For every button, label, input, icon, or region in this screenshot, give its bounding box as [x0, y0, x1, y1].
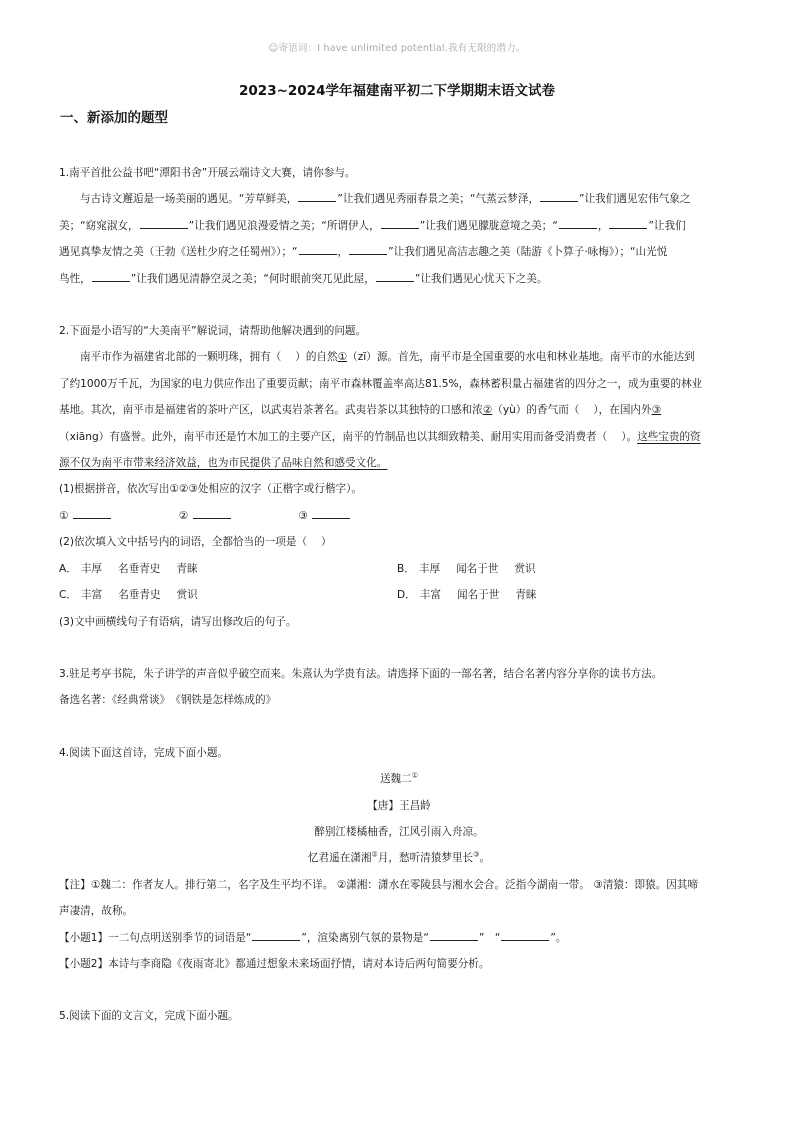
- poem-line-1: 醉别江楼橘柚香，江风引雨入舟凉。: [314, 825, 484, 838]
- question-1-passage-line: [59, 266, 739, 292]
- question-1-passage-line: [59, 213, 739, 239]
- pinyin-blanks: [59, 503, 739, 529]
- option-word: 丰富: [419, 589, 441, 602]
- option-word: 丰富: [81, 589, 103, 602]
- question-2-passage-line: [59, 424, 739, 450]
- sub-question-4-2: 【小题2】本诗与李商隐《夜雨寄北》都通过想象未来场面抒情，请对本诗后两句简要分析。: [59, 957, 490, 970]
- answer-blank[interactable]: [252, 928, 300, 941]
- answer-blank[interactable]: [430, 928, 478, 941]
- question-2-stem: 2.下面是小语写的“大美南平”解说词，请帮助他解决遇到的问题。: [59, 325, 367, 338]
- option-word: 名垂青史: [118, 562, 161, 575]
- answer-blank[interactable]: [559, 216, 597, 229]
- sub-question-4-1: [59, 925, 739, 951]
- pinyin-marker-2: ②: [482, 404, 493, 417]
- answer-blank[interactable]: [349, 242, 387, 255]
- answer-blank[interactable]: [381, 216, 419, 229]
- option-word: 名垂青史: [118, 589, 161, 602]
- option-d[interactable]: [397, 582, 737, 608]
- question-3: [59, 661, 739, 714]
- blank-label-2: ②: [178, 509, 189, 522]
- option-word: 闻名于世: [456, 589, 500, 602]
- answer-blank[interactable]: [609, 216, 647, 229]
- question-5-stem: 5.阅读下面的文言文，完成下面小题。: [59, 1010, 239, 1023]
- underlined-sentence: 源不仅为南平市带来经济效益，也为市民提供了品味自然和感受文化。: [59, 457, 388, 470]
- underlined-sentence: 这些宝贵的资: [637, 430, 701, 443]
- q1-text: ”让我们遇见心忧天下之美。: [414, 272, 548, 285]
- answer-blank[interactable]: [299, 242, 337, 255]
- poem-text: 月，愁听清猿梦里长: [377, 852, 474, 865]
- option-word: 赏识: [514, 562, 536, 575]
- q1-text: ”让我们遇见清静空灵之美；“何时眼前突兀见此屋，: [130, 272, 375, 285]
- footnote-marker: ②: [371, 850, 378, 859]
- sub-question-3: (3)文中画横线句子有语病，请写出修改后的句子。: [59, 615, 297, 628]
- answer-blank[interactable]: [298, 189, 336, 202]
- option-letter: B．: [397, 562, 415, 575]
- footnote-marker: ①: [411, 771, 419, 780]
- blank-label-3: ③: [298, 509, 308, 522]
- option-letter: C．: [59, 589, 77, 602]
- q1-text: ”让我们遇见浪漫爱情之美；“所谓伊人，: [188, 219, 380, 232]
- choice-options: [59, 556, 739, 609]
- sub-question-2: (2)依次填入文中括号内的词语，全都恰当的一项是（ ）: [59, 536, 332, 549]
- answer-blank[interactable]: [92, 269, 130, 282]
- answer-blank[interactable]: [193, 506, 231, 519]
- answer-blank[interactable]: [540, 189, 578, 202]
- pinyin-marker-1: ①: [337, 351, 348, 364]
- blank-label-1: ①: [59, 509, 69, 522]
- q1-text: 与古诗文邂逅是一场美丽的遇见。“芳草鲜美，: [80, 193, 298, 206]
- q4-text: ”，渲染离别气氛的景物是“: [301, 931, 429, 944]
- option-word: 闻名于世: [456, 562, 499, 575]
- option-letter: A．: [59, 562, 77, 575]
- q4-text: ”。: [550, 931, 567, 944]
- q1-text: ，: [337, 246, 349, 259]
- question-3-stem: 3.驻足考亭书院，朱子讲学的声音似乎破空而来。朱熹认为学贵有法。请选择下面的一部名著，结合名著内容分享你的读书方法。: [59, 667, 663, 680]
- exam-content: [59, 160, 739, 1056]
- q1-text: ”让我们遇见秀丽春景之美；“气蒸云梦泽，: [337, 193, 540, 206]
- poem-notes: 【注】①魏二：作者友人。排行第二，名字及生平均不详。 ②潇湘：潇水在零陵县与湘水会合。泛指今湖南一带。 ③清猿：即猿。因其啼: [59, 878, 699, 891]
- answer-blank[interactable]: [140, 216, 188, 229]
- q2-text: （zī）源。首先，南平市是全国重要的水电和林业基地。南平市的水能达到: [347, 351, 695, 364]
- q1-text: ”让我们遇见朦胧意境之美；“: [419, 219, 558, 232]
- option-word: 青睐: [515, 589, 537, 602]
- poem-title: [59, 766, 739, 792]
- question-2: [59, 318, 739, 635]
- poem-text: 。: [479, 852, 491, 865]
- sub-question-1: (1)根据拼音，依次写出①②③处相应的汉字（正楷字或行楷字）。: [59, 483, 363, 496]
- q1-text: 美；“窈窕淑女，: [59, 219, 139, 232]
- answer-blank[interactable]: [312, 506, 350, 519]
- q1-text: 遇见真挚友情之美（王勃《送杜少府之任蜀州》）；“: [59, 246, 298, 259]
- answer-blank[interactable]: [73, 506, 111, 519]
- question-5: [59, 1003, 739, 1029]
- q2-text: （xiāng）有盛誉。此外，南平市还是竹木加工的主要产区，南平的竹制品也以其细致精美、耐用实用而备受消费者（ ）。: [59, 430, 638, 443]
- question-2-passage-line: [59, 397, 739, 423]
- poem-notes-cont: 声凄清，故称。: [59, 905, 134, 918]
- option-letter: D．: [397, 589, 416, 602]
- q2-text: 南平市作为福建省北部的一颗明珠，拥有（ ）的自然: [80, 351, 338, 364]
- question-1-stem: 1.南平首批公益书吧“潭阳书舍”开展云端诗文大赛，请你参与。: [59, 167, 356, 179]
- question-1: [59, 160, 739, 292]
- question-1-passage-line: [59, 239, 739, 265]
- poem-text: 忆君遥在潇湘: [307, 852, 372, 865]
- section-heading: 一、新添加的题型: [60, 110, 168, 126]
- question-1-passage: [59, 186, 739, 212]
- q2-text: 基地。其次，南平市是福建省的茶叶产区，以武夷岩茶著名。武夷岩茶以其独特的口感和浓: [59, 404, 483, 417]
- question-4: [59, 740, 739, 978]
- option-word: 丰厚: [418, 562, 441, 575]
- question-2-passage-line: 了约1000万千瓦，为国家的电力供应作出了重要贡献；南平市森林覆盖率高达81.5%，森林蓄积量占福建省的四分之一，成为重要的林业: [59, 377, 703, 390]
- q1-text: ，: [597, 219, 609, 232]
- q1-text: ”让我们遇见高洁志趣之美（陆游《卜算子·咏梅》）；“山光悦: [388, 246, 668, 259]
- poem-title-text: 送魏二: [379, 773, 412, 786]
- answer-blank[interactable]: [501, 928, 549, 941]
- poem-author: 【唐】王昌龄: [367, 799, 431, 812]
- footnote-marker: ③: [473, 850, 480, 859]
- q1-text: ”让我们: [648, 219, 686, 232]
- question-2-passage-line: [59, 450, 739, 476]
- q1-text: 鸟性，: [59, 272, 91, 285]
- q4-text: ” “: [478, 931, 501, 944]
- page-title: 2023~2024学年福建南平初二下学期期末语文试卷: [239, 83, 555, 99]
- answer-blank[interactable]: [376, 269, 414, 282]
- option-word: 丰厚: [80, 562, 103, 575]
- q1-text: ”让我们遇见宏伟气象之: [579, 193, 691, 206]
- question-3-books: 备选名著：《经典常谈》 《钢铁是怎样炼成的》: [59, 694, 277, 707]
- question-2-passage: [59, 344, 739, 370]
- poem-line-2: [59, 845, 739, 871]
- q4-text: 【小题1】一二句点明送别季节的词语是“: [59, 931, 252, 944]
- header-quote: ☺寄语词：I have unlimited potential.我有无限的潜力。: [268, 43, 526, 54]
- q2-text: （yù）的香气而（ ），在国内外: [492, 404, 652, 417]
- option-word: 赏识: [176, 589, 198, 602]
- option-a[interactable]: [59, 556, 397, 582]
- option-c[interactable]: [59, 582, 397, 608]
- option-word: 青睐: [176, 562, 198, 575]
- question-4-stem: 4.阅读下面这首诗，完成下面小题。: [59, 746, 229, 759]
- pinyin-marker-3: ③: [651, 404, 662, 417]
- option-b[interactable]: [397, 556, 737, 582]
